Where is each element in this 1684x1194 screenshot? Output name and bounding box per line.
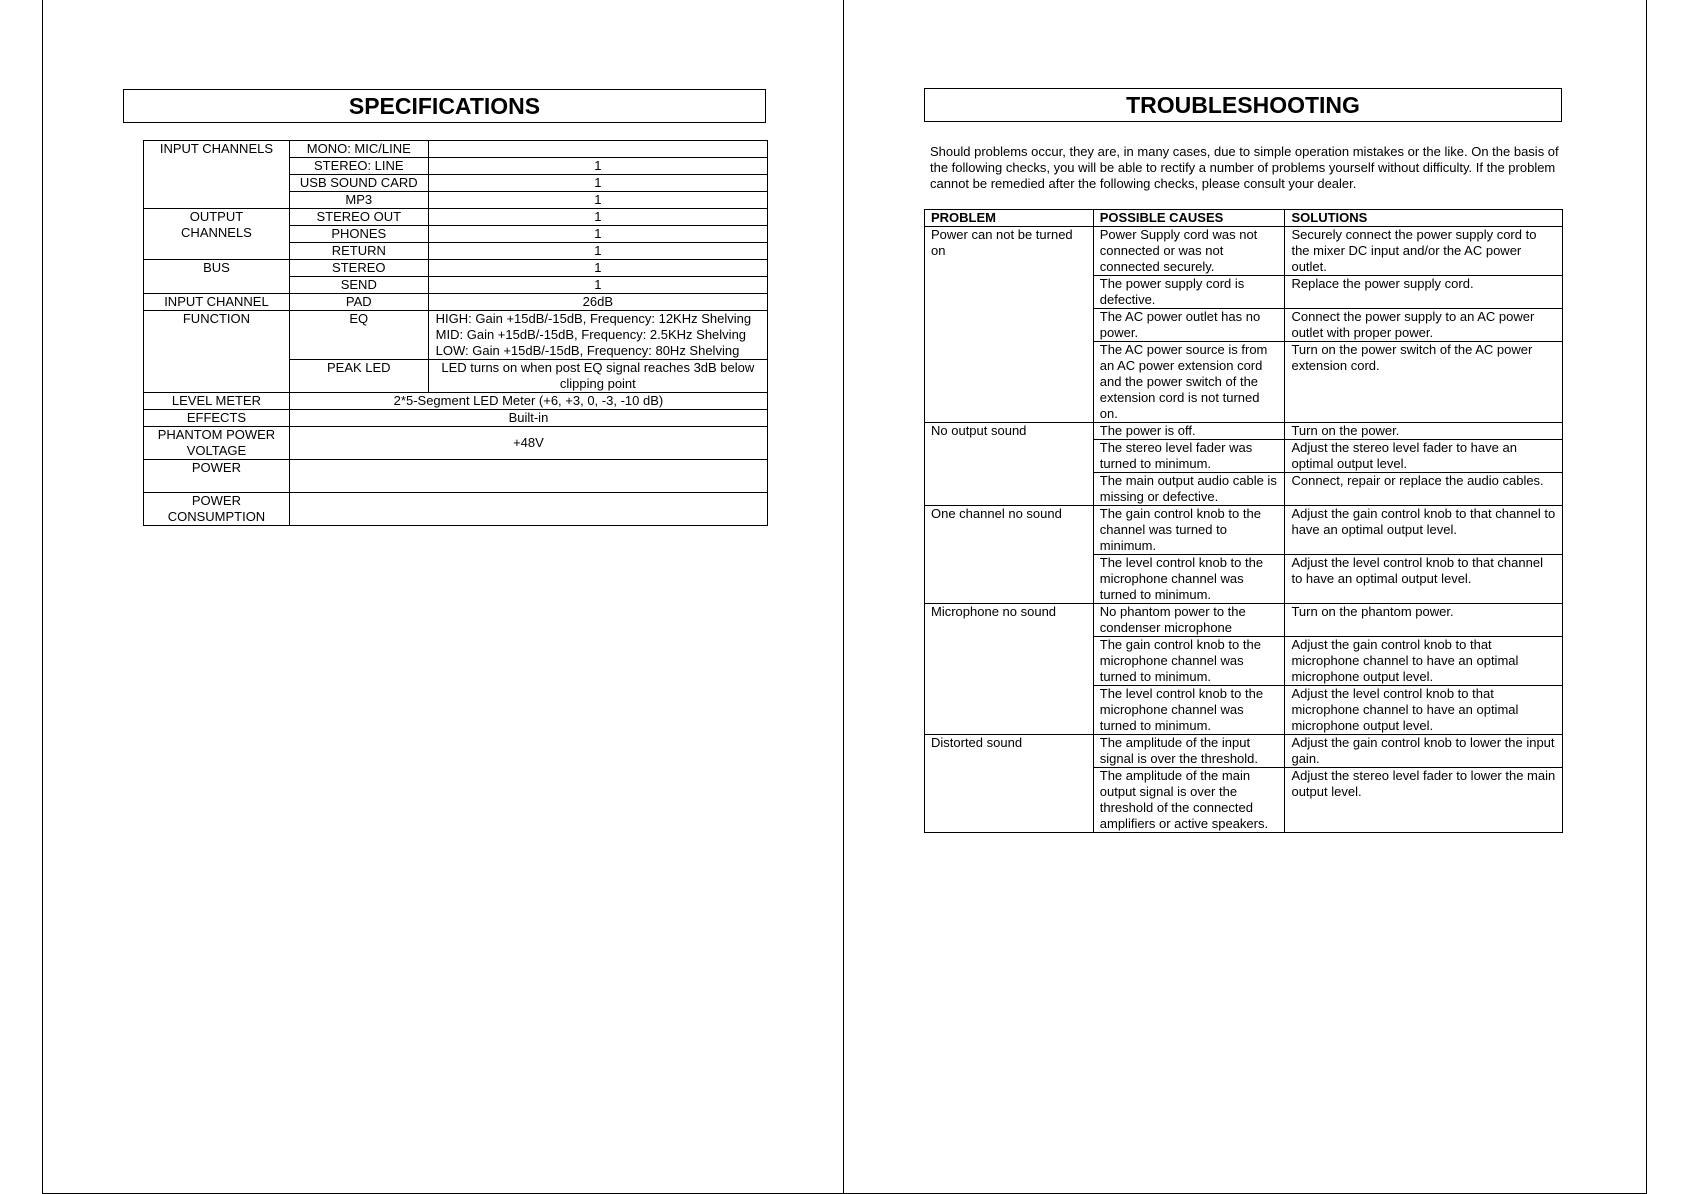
solution-cell: Securely connect the power supply cord to the mixer DC input and/or the AC power outlet. — [1285, 227, 1563, 276]
table-row — [925, 227, 1563, 276]
spec-value: 1 — [428, 175, 767, 192]
solution-cell: Adjust the gain control knob to lower the input gain. — [1285, 735, 1563, 768]
table-row — [144, 393, 768, 410]
spec-category: BUS — [144, 260, 290, 294]
spec-category: POWER CONSUMPTION — [144, 493, 290, 526]
spec-value: 1 — [428, 192, 767, 209]
solution-cell: Connect the power supply to an AC power outlet with proper power. — [1285, 309, 1563, 342]
spec-label: EQ — [289, 311, 428, 360]
cause-cell: The power is off. — [1093, 423, 1285, 440]
problem-cell: Power can not be turned on — [925, 227, 1094, 423]
table-row — [144, 410, 768, 427]
spec-value: LED turns on when post EQ signal reaches 3dB below clipping point — [428, 360, 767, 393]
table-row — [144, 141, 768, 158]
cause-cell: The gain control knob to the channel was turned to minimum. — [1093, 506, 1285, 555]
cause-cell: The level control knob to the microphone channel was turned to minimum. — [1093, 686, 1285, 735]
header-problem: PROBLEM — [925, 210, 1094, 227]
spec-category: LEVEL METER — [144, 393, 290, 410]
spec-value: Built-in — [289, 410, 767, 427]
table-row — [144, 294, 768, 311]
cause-cell: The power supply cord is defective. — [1093, 276, 1285, 309]
solution-cell: Adjust the gain control knob to that channel to have an optimal output level. — [1285, 506, 1563, 555]
spec-value: 26dB — [428, 294, 767, 311]
right-page — [843, 0, 1647, 1194]
troubleshooting-intro: Should problems occur, they are, in many cases, due to simple operation mistakes or the like. On the basis of the following checks, you will be able to rectify a number of problems yourself without difficulty. If the problem cannot be remedied after the following checks, please consult your dealer. — [930, 144, 1559, 191]
solution-cell: Adjust the level control knob to that channel to have an optimal output level. — [1285, 555, 1563, 604]
solution-cell: Adjust the level control knob to that microphone channel to have an optimal microphone output level. — [1285, 686, 1563, 735]
troubleshooting-title: TROUBLESHOOTING — [924, 88, 1562, 122]
eq-high: HIGH: Gain +15dB/-15dB, Frequency: 12KHz Shelving — [435, 311, 752, 326]
solution-cell: Adjust the gain control knob to that microphone channel to have an optimal microphone output level. — [1285, 637, 1563, 686]
spec-value: 1 — [428, 158, 767, 175]
spec-category: INPUT CHANNEL — [144, 294, 290, 311]
cause-cell: The AC power source is from an AC power extension cord and the power switch of the extension cord is not turned on. — [1093, 342, 1285, 423]
table-row — [925, 735, 1563, 768]
spec-value — [428, 141, 767, 158]
solution-cell: Adjust the stereo level fader to lower the main output level. — [1285, 768, 1563, 833]
cause-cell: The main output audio cable is missing or defective. — [1093, 473, 1285, 506]
specifications-table — [143, 140, 768, 526]
solution-cell: Turn on the power. — [1285, 423, 1563, 440]
cause-cell: The gain control knob to the microphone channel was turned to minimum. — [1093, 637, 1285, 686]
header-solutions: SOLUTIONS — [1285, 210, 1563, 227]
spec-value: 2*5-Segment LED Meter (+6, +3, 0, -3, -10 dB) — [289, 393, 767, 410]
spec-category: POWER — [144, 460, 290, 493]
spec-value: 1 — [428, 209, 767, 226]
problem-cell: One channel no sound — [925, 506, 1094, 604]
spec-value: 1 — [428, 243, 767, 260]
cause-cell: No phantom power to the condenser microphone — [1093, 604, 1285, 637]
table-row — [144, 260, 768, 277]
spec-value — [289, 460, 767, 493]
table-header-row — [925, 210, 1563, 227]
table-row — [925, 506, 1563, 555]
eq-low: LOW: Gain +15dB/-15dB, Frequency: 80Hz Shelving — [435, 343, 740, 358]
header-causes: POSSIBLE CAUSES — [1093, 210, 1285, 227]
spec-label: STEREO OUT — [289, 209, 428, 226]
solution-cell: Connect, repair or replace the audio cables. — [1285, 473, 1563, 506]
problem-cell: Microphone no sound — [925, 604, 1094, 735]
table-row — [144, 427, 768, 460]
table-row — [925, 604, 1563, 637]
cause-cell: The stereo level fader was turned to minimum. — [1093, 440, 1285, 473]
spec-value: 1 — [428, 226, 767, 243]
problem-cell: No output sound — [925, 423, 1094, 506]
solution-cell: Turn on the power switch of the AC power extension cord. — [1285, 342, 1563, 423]
table-row — [925, 423, 1563, 440]
spec-category: PHANTOM POWER VOLTAGE — [144, 427, 290, 460]
left-page — [42, 0, 846, 1194]
cause-cell: Power Supply cord was not connected or was not connected securely. — [1093, 227, 1285, 276]
spec-label: USB SOUND CARD — [289, 175, 428, 192]
eq-mid: MID: Gain +15dB/-15dB, Frequency: 2.5KHz Shelving — [435, 327, 747, 342]
spec-category: OUTPUT CHANNELS — [144, 209, 290, 260]
table-row — [144, 460, 768, 493]
spec-label: STEREO: LINE — [289, 158, 428, 175]
spec-label: PEAK LED — [289, 360, 428, 393]
table-row — [144, 311, 768, 360]
specifications-title: SPECIFICATIONS — [123, 89, 766, 123]
solution-cell: Turn on the phantom power. — [1285, 604, 1563, 637]
spec-label: MONO: MIC/LINE — [289, 141, 428, 158]
spec-label: PHONES — [289, 226, 428, 243]
spec-label: PAD — [289, 294, 428, 311]
table-row — [144, 209, 768, 226]
spec-label: SEND — [289, 277, 428, 294]
spec-category: INPUT CHANNELS — [144, 141, 290, 209]
spec-category: FUNCTION — [144, 311, 290, 393]
troubleshooting-table — [924, 209, 1563, 833]
spec-category: EFFECTS — [144, 410, 290, 427]
spec-value: +48V — [289, 427, 767, 460]
cause-cell: The amplitude of the main output signal is over the threshold of the connected amplifiers or active speakers. — [1093, 768, 1285, 833]
spec-label: STEREO — [289, 260, 428, 277]
problem-cell: Distorted sound — [925, 735, 1094, 833]
spec-label: MP3 — [289, 192, 428, 209]
spec-value — [289, 493, 767, 526]
spec-label: RETURN — [289, 243, 428, 260]
spec-value: 1 — [428, 277, 767, 294]
cause-cell: The AC power outlet has no power. — [1093, 309, 1285, 342]
spec-value: 1 — [428, 260, 767, 277]
table-row — [144, 493, 768, 526]
eq-values — [428, 311, 767, 360]
solution-cell: Replace the power supply cord. — [1285, 276, 1563, 309]
cause-cell: The level control knob to the microphone channel was turned to minimum. — [1093, 555, 1285, 604]
solution-cell: Adjust the stereo level fader to have an optimal output level. — [1285, 440, 1563, 473]
cause-cell: The amplitude of the input signal is over the threshold. — [1093, 735, 1285, 768]
